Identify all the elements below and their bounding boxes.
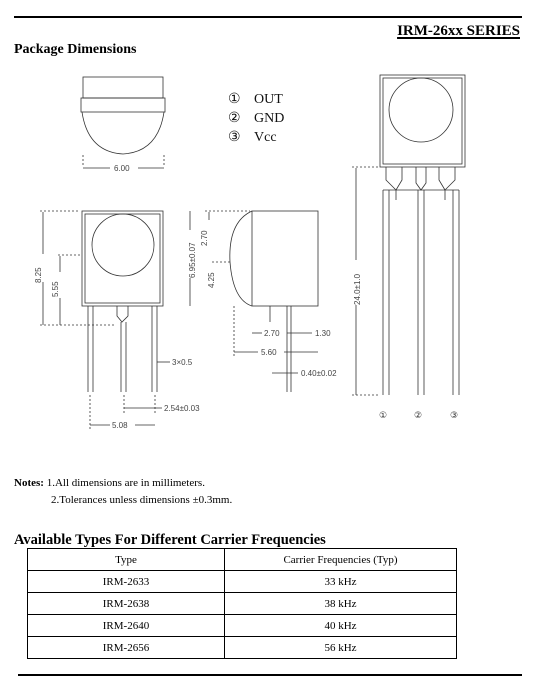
dim-side-b: 1.30 [315, 329, 331, 338]
dim-span: 5.08 [112, 421, 128, 430]
type-cell: IRM-2640 [28, 615, 225, 637]
dim-lead-length: 24.0±1.0 [353, 273, 362, 305]
table-row [28, 615, 457, 637]
front-view-leads [352, 75, 465, 420]
bottom-rule [18, 674, 522, 676]
dim-side-a: 2.70 [264, 329, 280, 338]
dim-depth: 5.60 [261, 348, 277, 357]
legend-label-vcc: Vcc [254, 130, 277, 145]
type-cell: IRM-2638 [28, 593, 225, 615]
note-1-text: 1.All dimensions are in millimeters. [46, 477, 205, 489]
front-view [34, 211, 200, 430]
dim-height-body: 5.55 [51, 281, 60, 297]
table-row [28, 571, 457, 593]
package-dimensions-heading: Package Dimensions [14, 42, 137, 57]
frequency-cell: 33 kHz [225, 571, 457, 593]
note-line-1 [14, 475, 232, 492]
pin-label-2: ② [414, 410, 423, 420]
pin-legend [228, 92, 284, 145]
type-cell: IRM-2633 [28, 571, 225, 593]
frequency-cell: 38 kHz [225, 593, 457, 615]
pin-label-1: ① [379, 410, 388, 420]
side-view [188, 211, 337, 392]
note-2-text: 2.Tolerances unless dimensions ±0.3mm. [51, 494, 233, 506]
column-header-frequency: Carrier Frequencies (Typ) [225, 549, 457, 571]
frequency-cell: 40 kHz [225, 615, 457, 637]
dim-body-height: 6.95±0.07 [188, 242, 197, 278]
frequency-cell: 56 kHz [225, 637, 457, 659]
column-header-type: Type [28, 549, 225, 571]
legend-label-gnd: GND [254, 111, 285, 126]
notes [14, 475, 232, 509]
top-view [81, 77, 165, 173]
legend-label-out: OUT [254, 92, 283, 107]
dim-height-total: 8.25 [34, 267, 43, 283]
legend-symbol-3: ③ [228, 130, 241, 145]
table-row [28, 593, 457, 615]
legend-symbol-2: ② [228, 111, 241, 126]
dim-pitch: 2.54±0.03 [164, 404, 200, 413]
notes-label: Notes: [14, 477, 44, 489]
dim-thickness: 0.40±0.02 [301, 369, 337, 378]
dim-pin-width: 3×0.5 [172, 358, 193, 367]
type-cell: IRM-2656 [28, 637, 225, 659]
table-header-row [28, 549, 457, 571]
legend-symbol-1: ① [228, 92, 241, 107]
types-table [27, 548, 457, 659]
types-heading: Available Types For Different Carrier Frequencies [14, 532, 326, 548]
table-row [28, 637, 457, 659]
pin-label-3: ③ [450, 410, 459, 420]
dim-lens-center: 4.25 [207, 272, 216, 288]
dim-width-top: 6.00 [114, 164, 130, 173]
series-title: IRM-26xx SERIES [397, 23, 520, 39]
dim-dome-height: 2.70 [200, 230, 209, 246]
